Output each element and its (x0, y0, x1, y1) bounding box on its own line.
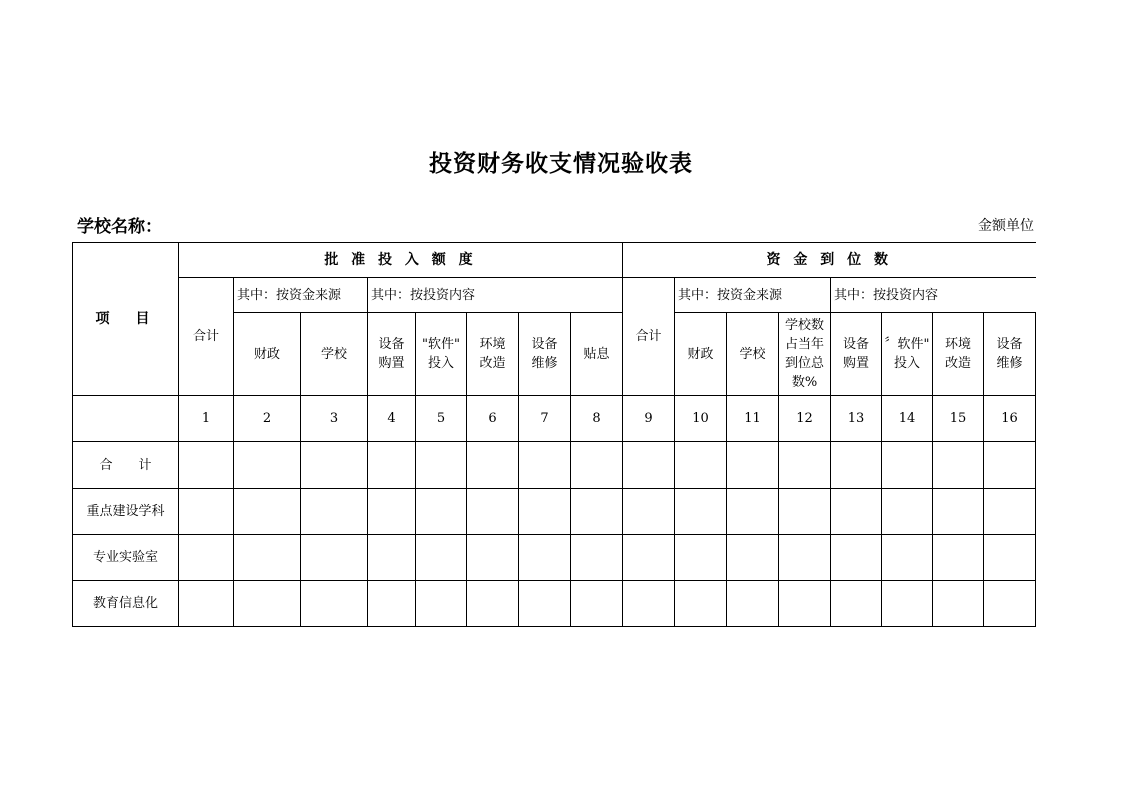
row-label: 重点建设学科 (73, 489, 179, 535)
data-cell[interactable] (984, 442, 1036, 489)
approved-school-header: 学校 (301, 313, 368, 396)
arrived-equipment-repair-header: 设备 维修 (984, 313, 1036, 396)
arrived-total-header: 合计 (623, 278, 675, 396)
column-number: 9 (623, 396, 675, 442)
arrived-content-group-header: 其中：按投资内容 (831, 278, 1036, 313)
data-cell[interactable] (179, 535, 234, 581)
amount-unit-label: 金额单位 (978, 218, 1034, 234)
page-title: 投资财务收支情况验收表 (429, 151, 693, 177)
column-number: 14 (882, 396, 933, 442)
approved-equipment-purchase-header: 设备 购置 (368, 313, 416, 396)
data-cell[interactable] (467, 442, 519, 489)
row-label: 教育信息化 (73, 581, 179, 627)
data-cell[interactable] (416, 581, 467, 627)
data-cell[interactable] (727, 489, 779, 535)
data-cell[interactable] (933, 581, 984, 627)
arrived-environment-header: 环境 改造 (933, 313, 984, 396)
data-cell[interactable] (519, 535, 571, 581)
data-cell[interactable] (831, 581, 882, 627)
column-number: 7 (519, 396, 571, 442)
data-cell[interactable] (416, 535, 467, 581)
data-cell[interactable] (779, 581, 831, 627)
approved-equipment-repair-header: 设备 维修 (519, 313, 571, 396)
data-cell[interactable] (467, 581, 519, 627)
column-number: 10 (675, 396, 727, 442)
data-cell[interactable] (779, 442, 831, 489)
column-number: 16 (984, 396, 1036, 442)
data-cell[interactable] (571, 535, 623, 581)
data-cell[interactable] (675, 535, 727, 581)
data-cell[interactable] (831, 442, 882, 489)
acceptance-table (72, 242, 1036, 627)
data-cell[interactable] (882, 489, 933, 535)
data-cell[interactable] (675, 489, 727, 535)
approved-interest-header: 贴息 (571, 313, 623, 396)
data-cell[interactable] (984, 581, 1036, 627)
data-cell[interactable] (882, 581, 933, 627)
approved-finance-header: 财政 (234, 313, 301, 396)
data-cell[interactable] (623, 581, 675, 627)
data-cell[interactable] (368, 535, 416, 581)
data-cell[interactable] (882, 535, 933, 581)
approved-content-group-header: 其中：按投资内容 (368, 278, 623, 313)
data-cell[interactable] (571, 489, 623, 535)
data-cell[interactable] (301, 489, 368, 535)
data-cell[interactable] (984, 489, 1036, 535)
arrived-software-header: 〞软件" 投入 (882, 313, 933, 396)
row-label: 专业实验室 (73, 535, 179, 581)
data-cell[interactable] (571, 442, 623, 489)
arrived-finance-header: 财政 (675, 313, 727, 396)
table-row (73, 489, 1036, 535)
funds-arrived-header: 资 金 到 位 数 (623, 243, 1036, 278)
column-number: 13 (831, 396, 882, 442)
data-cell[interactable] (727, 581, 779, 627)
data-cell[interactable] (519, 489, 571, 535)
approved-software-header: "软件" 投入 (416, 313, 467, 396)
data-cell[interactable] (234, 489, 301, 535)
data-cell[interactable] (571, 581, 623, 627)
data-cell[interactable] (675, 442, 727, 489)
approved-environment-header: 环境 改造 (467, 313, 519, 396)
data-cell[interactable] (623, 535, 675, 581)
column-number: 2 (234, 396, 301, 442)
column-number: 12 (779, 396, 831, 442)
row-label: 合 计 (73, 442, 179, 489)
data-cell[interactable] (368, 581, 416, 627)
data-cell[interactable] (831, 489, 882, 535)
table-row (73, 442, 1036, 489)
data-cell[interactable] (831, 535, 882, 581)
data-cell[interactable] (984, 535, 1036, 581)
data-cell[interactable] (779, 535, 831, 581)
approved-source-group-header: 其中：按资金来源 (234, 278, 368, 313)
data-cell[interactable] (234, 442, 301, 489)
data-cell[interactable] (234, 581, 301, 627)
data-cell[interactable] (179, 442, 234, 489)
data-cell[interactable] (368, 489, 416, 535)
arrived-school-header: 学校 (727, 313, 779, 396)
data-cell[interactable] (301, 442, 368, 489)
data-cell[interactable] (301, 581, 368, 627)
data-cell[interactable] (675, 581, 727, 627)
data-cell[interactable] (623, 489, 675, 535)
column-number: 5 (416, 396, 467, 442)
data-cell[interactable] (301, 535, 368, 581)
data-cell[interactable] (727, 535, 779, 581)
data-cell[interactable] (727, 442, 779, 489)
data-cell[interactable] (467, 489, 519, 535)
school-name-label: 学校名称： (77, 217, 162, 237)
data-cell[interactable] (179, 581, 234, 627)
approved-investment-header: 批 准 投 入 额 度 (179, 243, 623, 278)
data-cell[interactable] (623, 442, 675, 489)
approved-total-header: 合计 (179, 278, 234, 396)
data-cell[interactable] (368, 442, 416, 489)
data-cell[interactable] (234, 535, 301, 581)
arrived-school-ratio-header: 学校数 占当年 到位总 数% (779, 313, 831, 396)
data-cell[interactable] (882, 442, 933, 489)
data-cell[interactable] (416, 442, 467, 489)
column-number: 8 (571, 396, 623, 442)
data-cell[interactable] (519, 442, 571, 489)
column-number: 4 (368, 396, 416, 442)
column-number: 11 (727, 396, 779, 442)
data-cell[interactable] (933, 535, 984, 581)
data-cell[interactable] (933, 489, 984, 535)
column-number: 6 (467, 396, 519, 442)
table-row (73, 581, 1036, 627)
arrived-equipment-purchase-header: 设备 购置 (831, 313, 882, 396)
data-cell[interactable] (933, 442, 984, 489)
column-number-row (73, 396, 1036, 442)
column-number: 3 (301, 396, 368, 442)
table-cell (73, 396, 179, 442)
column-number: 15 (933, 396, 984, 442)
data-cell[interactable] (779, 489, 831, 535)
data-cell[interactable] (416, 489, 467, 535)
data-cell[interactable] (467, 535, 519, 581)
data-cell[interactable] (519, 581, 571, 627)
table-row (73, 535, 1036, 581)
column-number: 1 (179, 396, 234, 442)
data-cell[interactable] (179, 489, 234, 535)
item-header: 项 目 (73, 243, 179, 396)
arrived-source-group-header: 其中：按资金来源 (675, 278, 831, 313)
